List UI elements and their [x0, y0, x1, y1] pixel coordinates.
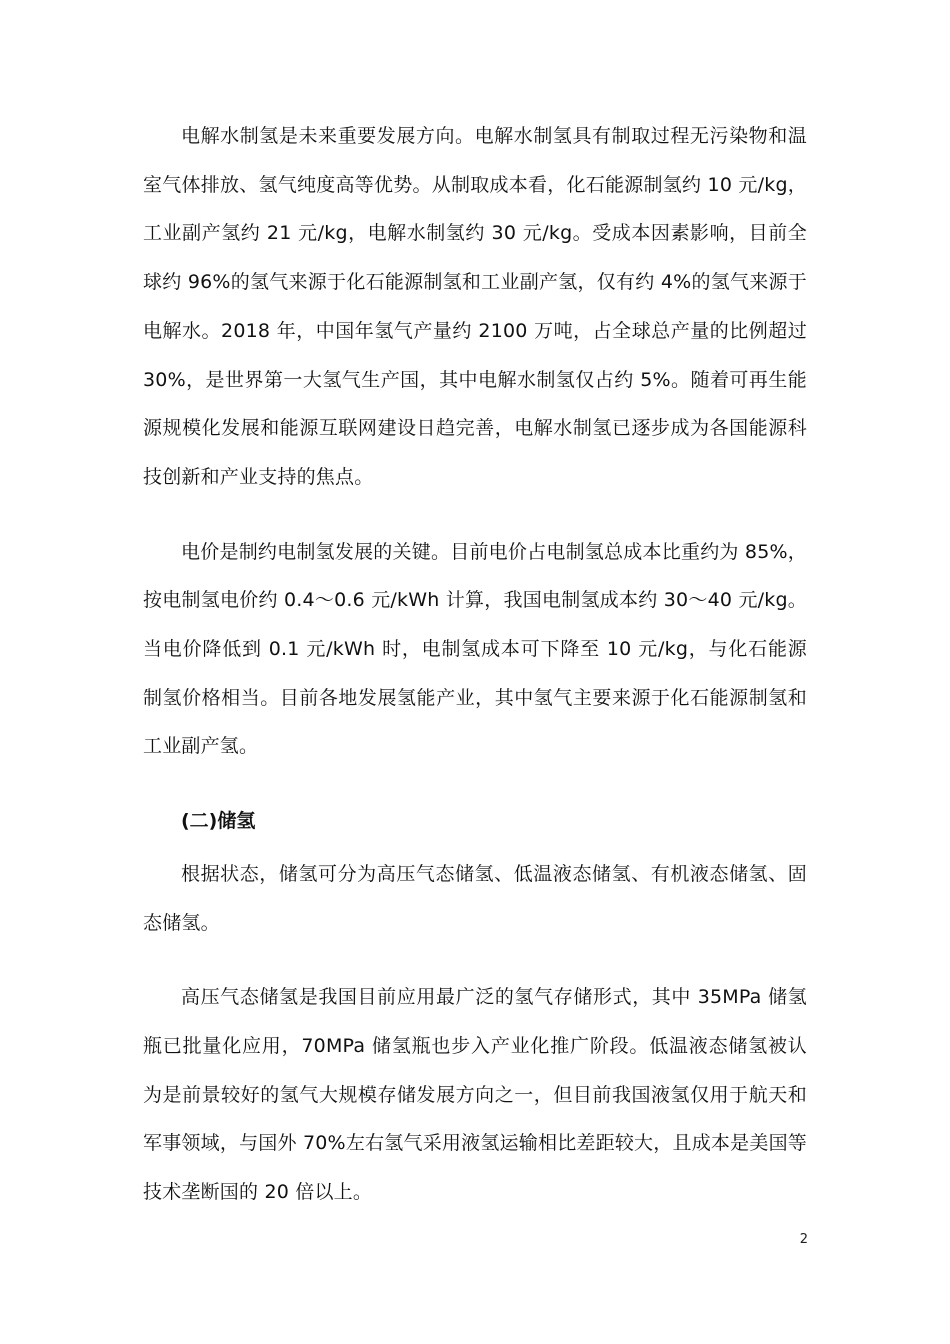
paragraph-electricity-price: 电价是制约电制氢发展的关键。目前电价占电制氢总成本比重约为 85%，按电制氢电价约 0.4～0.6 元/kWh 计算，我国电制氢成本约 30～40 元/kg。当电价降低到 0.1 元/kWh 时，电制氢成本可下降至 10 元/kg，与化石能源制氢价格相当。目前各地发展氢能产业，其中氢气主要来源于化石能源制氢和工业副产氢。 [143, 540, 807, 758]
section-heading-storage: (二)储氢 [181, 810, 256, 833]
document-body [143, 112, 807, 1217]
paragraph-high-pressure-storage: 高压气态储氢是我国目前应用最广泛的氢气存储形式，其中 35MPa 储氢瓶已批量化应用，70MPa 储氢瓶也步入产业化推广阶段。低温液态储氢被认为是前景较好的氢气大规模存储发展方向之一，但目前我国液氢仅用于航天和军事领域，与国外 70%左右氢气采用液氢运输相比差距较大，且成本是美国等技术垄断国的 20 倍以上。 [143, 986, 807, 1204]
paragraph-storage-types: 根据状态，储氢可分为高压气态储氢、低温液态储氢、有机液态储氢、固态储氢。 [143, 862, 807, 934]
page-number: 2 [799, 1232, 808, 1247]
paragraph-electrolysis: 电解水制氢是未来重要发展方向。电解水制氢具有制取过程无污染物和温室气体排放、氢气纯度高等优势。从制取成本看，化石能源制氢约 10 元/kg，工业副产氢约 21 元/kg，电解水制氢约 30 元/kg。受成本因素影响，目前全球约 96%的氢气来源于化石能源制氢和工业副产氢，仅有约 4%的氢气来源于电解水。2018 年，中国年氢气产量约 2100 万吨，占全球总产量的比例超过 30%，是世界第一大氢气生产国，其中电解水制氢仅占约 5%。随着可再生能源规模化发展和能源互联网建设日趋完善，电解水制氢已逐步成为各国能源科技创新和产业支持的焦点。 [143, 125, 807, 488]
